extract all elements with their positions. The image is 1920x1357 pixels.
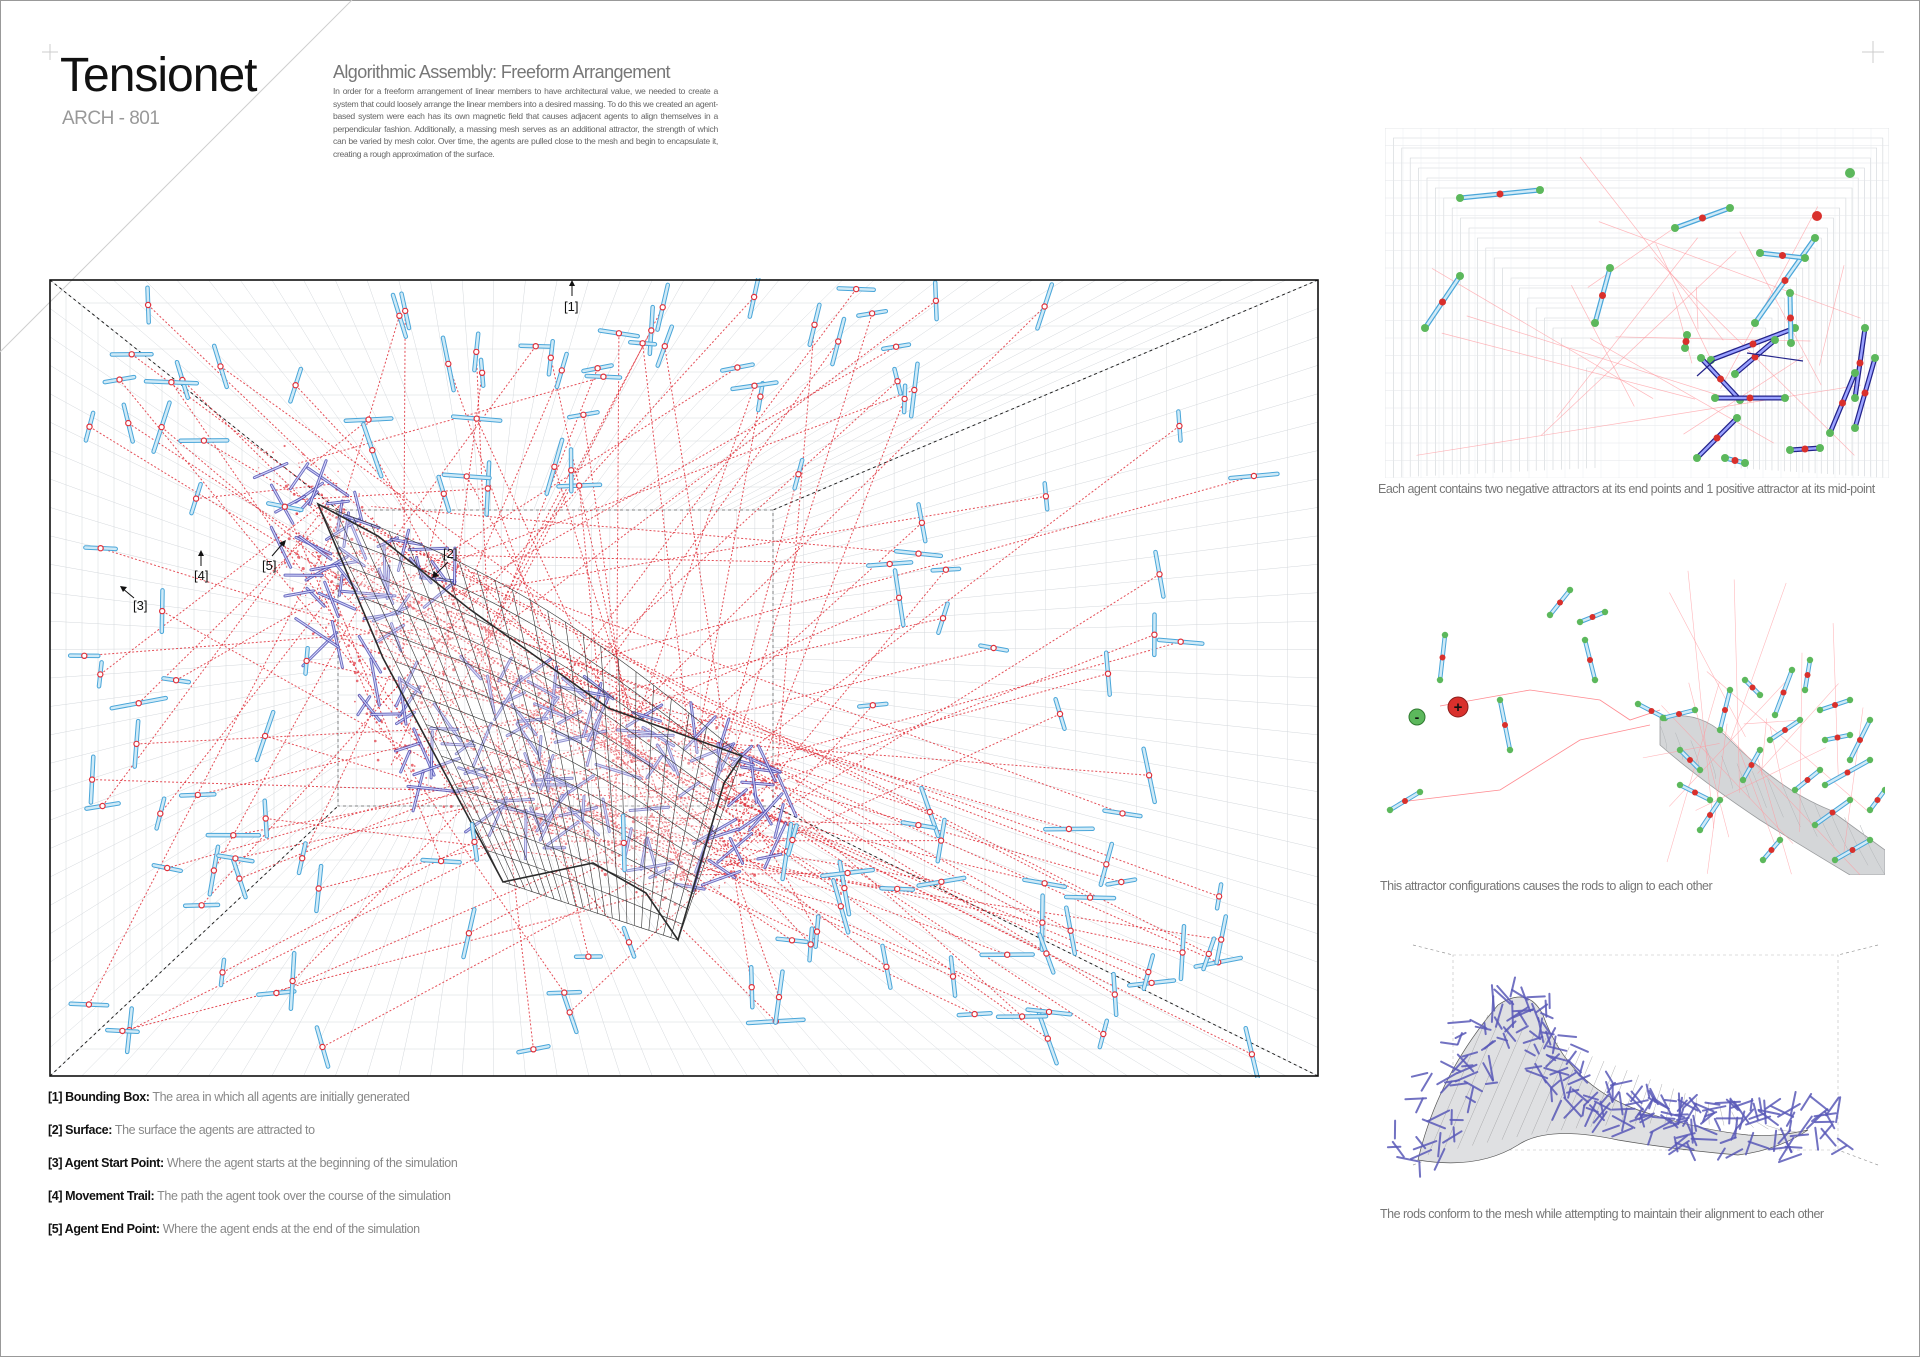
section-heading: Algorithmic Assembly: Freeform Arrangement bbox=[333, 62, 670, 82]
page-title: Tensionet bbox=[60, 49, 257, 102]
legend-label: [5] Agent End Point: bbox=[48, 1222, 160, 1236]
legend-label: [2] Surface: bbox=[48, 1123, 112, 1137]
legend-desc: The area in which all agents are initially generated bbox=[152, 1090, 410, 1104]
rod-alignment-panel bbox=[1380, 560, 1885, 875]
intro-paragraph: In order for a freeform arrangement of linear members to have architectural value, we needed to create a system that could loosely arrange the linear members into a desired massing. To do this we created an agent-based system were each has its own magnetic field that causes adjacent agents to align themselves in a perpendicular fashion. Additionally, a massing mesh serves as an additional attractor, the strength of which can be varied by mesh color. Over time, the agents are pulled close to the mesh and begin to encapsulate it, creating a rough approximation of the surface. bbox=[333, 86, 718, 159]
attractor-agents-panel bbox=[1385, 128, 1889, 478]
callout-2: [2] bbox=[443, 546, 458, 561]
positive-attractor-symbol: + bbox=[1453, 699, 1463, 716]
main-simulation-diagram bbox=[48, 278, 1320, 1078]
legend-label: [4] Movement Trail: bbox=[48, 1189, 155, 1203]
legend-desc: The path the agent took over the course of the simulation bbox=[157, 1189, 451, 1203]
legend-label: [3] Agent Start Point: bbox=[48, 1156, 164, 1170]
attraction-lines bbox=[1417, 157, 1861, 456]
legend-desc: Where the agent starts at the beginning of the simulation bbox=[166, 1156, 458, 1170]
legend-desc: Where the agent ends at the end of the simulation bbox=[162, 1222, 420, 1236]
agent-rods bbox=[1421, 168, 1879, 467]
callout-1: [1] bbox=[564, 299, 579, 314]
callout-4: [4] bbox=[194, 568, 209, 583]
legend-item-movement-trail bbox=[48, 1189, 451, 1203]
mesh-conformity-panel bbox=[1378, 925, 1888, 1195]
negative-attractor-symbol: - bbox=[1414, 709, 1420, 725]
legend-item-surface bbox=[48, 1123, 315, 1137]
legend-desc: The surface the agents are attracted to bbox=[114, 1123, 315, 1137]
perspective-grid bbox=[50, 280, 1318, 1076]
perspective-grid bbox=[1385, 128, 1889, 478]
caption-panel-3: The rods conform to the mesh while attempting to maintain their alignment to each other bbox=[1380, 1207, 1824, 1221]
caption-panel-1: Each agent contains two negative attractors at its end points and 1 positive attractor at its mid-point bbox=[1378, 482, 1875, 496]
legend-item-bounding-box bbox=[48, 1090, 410, 1104]
bounding-box bbox=[50, 280, 1318, 1076]
legend-item-end-point bbox=[48, 1222, 420, 1236]
legend-label: [1] Bounding Box: bbox=[48, 1090, 150, 1104]
mesh-surface bbox=[1418, 997, 1808, 1163]
movement-trails bbox=[84, 289, 1254, 1054]
course-code: ARCH - 801 bbox=[62, 108, 160, 129]
attractor-symbols bbox=[1409, 697, 1468, 725]
caption-panel-2: This attractor configurations causes the rods to align to each other bbox=[1380, 879, 1713, 893]
legend-item-start-point bbox=[48, 1156, 457, 1170]
callout-5: [5] bbox=[262, 558, 277, 573]
callout-3: [3] bbox=[133, 598, 148, 613]
